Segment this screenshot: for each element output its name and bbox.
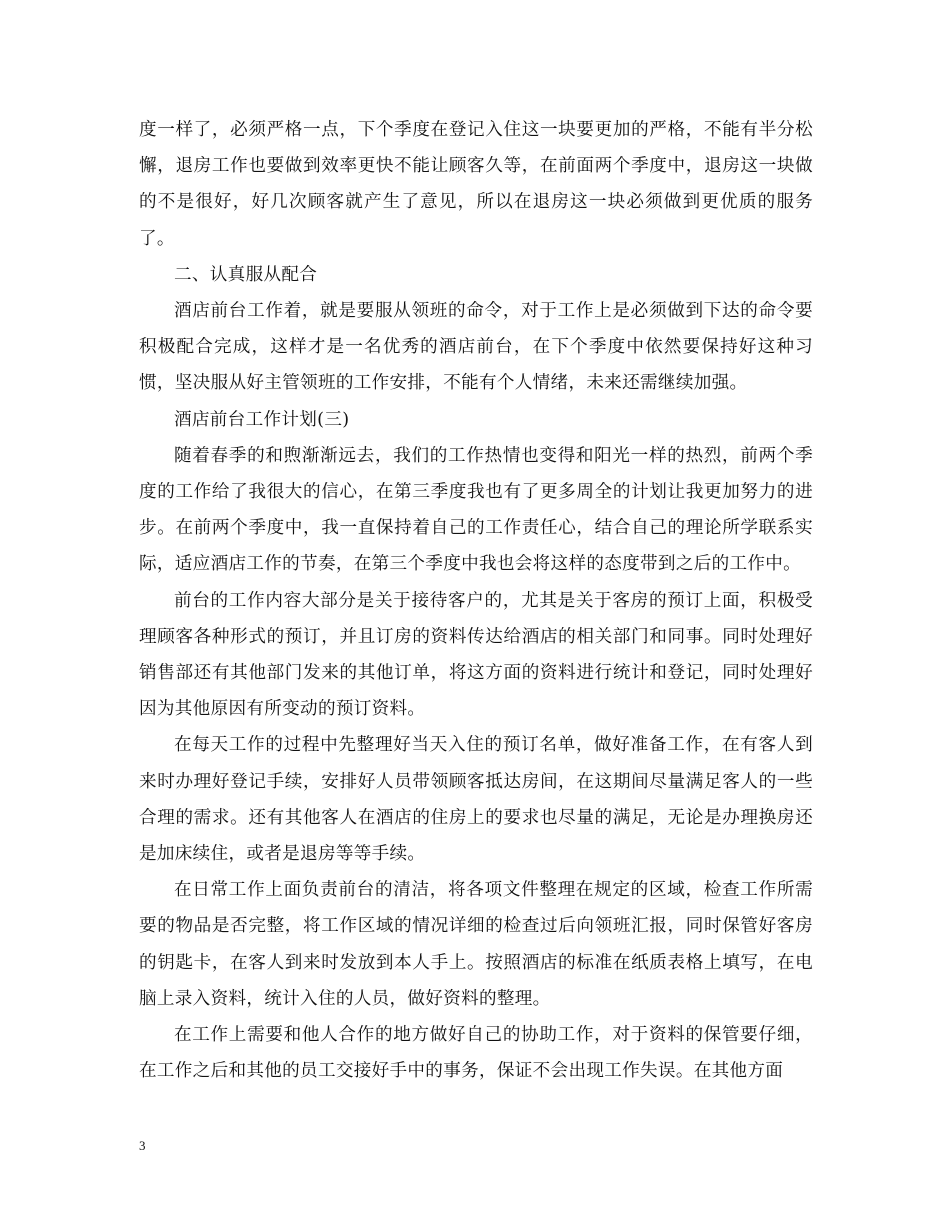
paragraph-spring: 随着春季的和煦渐渐远去，我们的工作热情也变得和阳光一样的热烈，前两个季度的工作给了我很大的信心，在第三季度我也有了更多周全的计划让我更加努力的进步。在前两个季度中，我一直保持着自己的工作责任心，结合自己的理论所学联系实际，适应酒店工作的节奏，在第三个季度中我也会将这样的态度带到之后的工作中。 [139, 445, 813, 575]
paragraph-reception-duties: 前台的工作内容大部分是关于接待客户的，尤其是关于客房的预订上面，积极受理顾客各种形式的预订，并且订房的资料传达给酒店的相关部门和同事。同时处理好销售部还有其他部门发来的其他订单，将这方面的资料进行统计和登记，同时处理好因为其他原因有所变动的预订资料。 [139, 590, 813, 720]
section-heading-cooperation: 二、认真服从配合 [174, 264, 318, 285]
paragraph-daily-process: 在每天工作的过程中先整理好当天入住的预订名单，做好准备工作，在有客人到来时办理好登记手续，安排好人员带领顾客抵达房间，在这期间尽量满足客人的一些合理的需求。还有其他客人在酒店的住房上的要求也尽量的满足，无论是办理换房还是加床续住，或者是退房等等手续。 [139, 735, 813, 865]
paragraph-teamwork: 在工作上需要和他人合作的地方做好自己的协助工作，对于资料的保管要仔细，在工作之后和其他的员工交接好手中的事务，保证不会出现工作失误。在其他方面 [139, 1025, 813, 1082]
paragraph-continuation: 度一样了，必须严格一点，下个季度在登记入住这一块要更加的严格，不能有半分松懈，退房工作也要做到效率更快不能让顾客久等，在前面两个季度中，退房这一块做的不是很好，好几次顾客就产生了意见，所以在退房这一块必须做到更优质的服务了。 [139, 120, 813, 249]
paragraph-cleaning-duties: 在日常工作上面负责前台的清洁，将各项文件整理在规定的区域，检查工作所需要的物品是否完整，将工作区域的情况详细的检查过后向领班汇报，同时保管好客房的钥匙卡，在客人到来时发放到本人手上。按照酒店的标准在纸质表格上填写，在电脑上录入资料，统计入住的人员，做好资料的整理。 [139, 880, 813, 1009]
paragraph-cooperation: 酒店前台工作着，就是要服从领班的命令，对于工作上是必须做到下达的命令要积极配合完成，这样才是一名优秀的酒店前台，在下个季度中依然要保持好这种习惯，坚决服从好主管领班的工作安排，不能有个人情绪，未来还需继续加强。 [139, 301, 813, 394]
document-body [139, 112, 813, 1089]
section-heading-plan-three: 酒店前台工作计划(三) [174, 409, 350, 430]
page-number: 3 [139, 1138, 146, 1153]
